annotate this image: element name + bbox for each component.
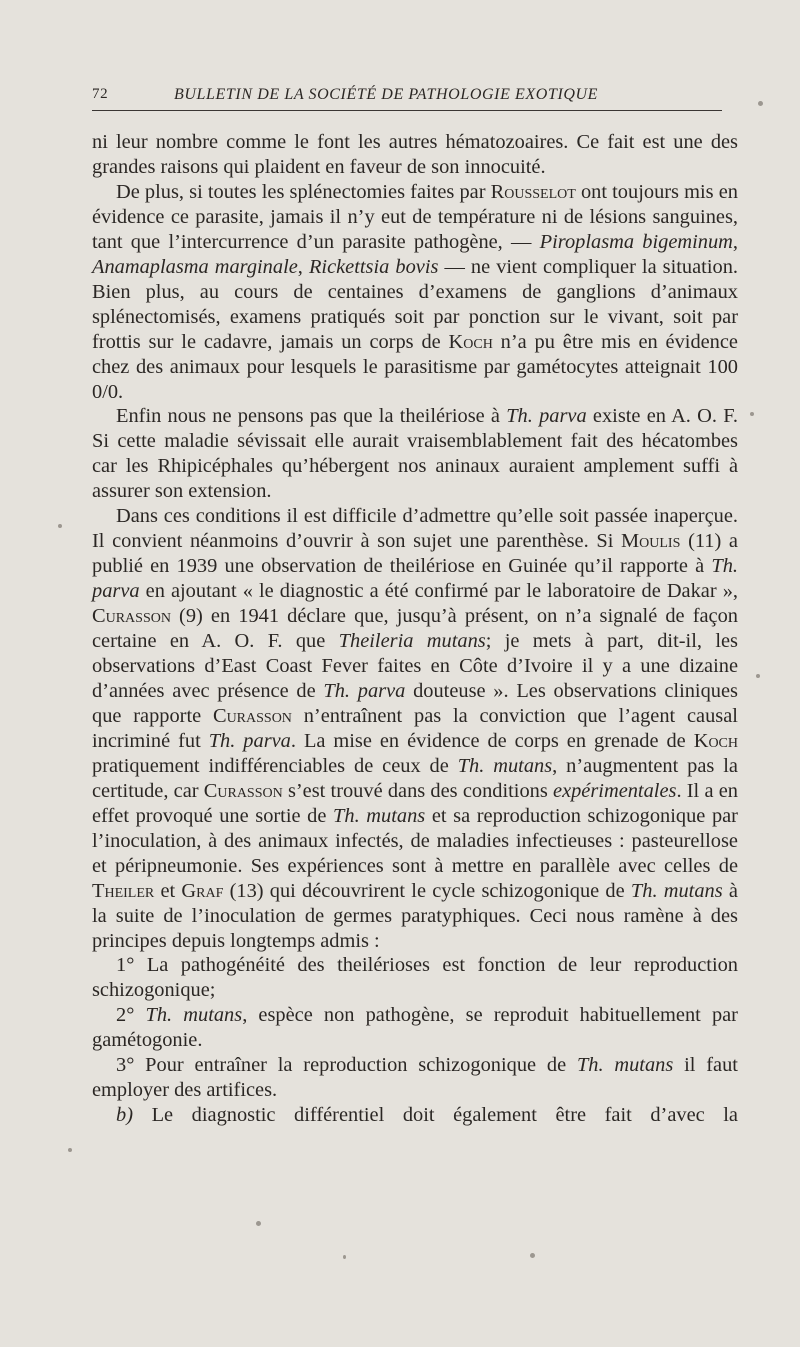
- text: — ne vient compliquer la situation. Bien plus, au cours de centaines d’examens de ganglions d’animaux splénectomisés, examens pratiqués soit par ponction sur le vivant, soit par frottis sur le cadavre, jamais un corps de: [92, 255, 738, 353]
- species-name: Anamaplasma marginale: [92, 255, 298, 278]
- text: et: [160, 879, 176, 902]
- species-name: Th. mutans: [145, 1004, 243, 1027]
- page-number: 72: [92, 86, 109, 102]
- text: douteuse ». Les observations cliniques que rapporte: [92, 679, 738, 727]
- text: De plus, si toutes les splénectomies faites par: [116, 180, 486, 203]
- list-item-3: [92, 1053, 738, 1103]
- species-name: Th. mutans: [333, 804, 426, 827]
- text: s’est trouvé dans des conditions: [287, 779, 548, 802]
- text: n’a pu être mis en évidence chez des animaux pour lesquels le parasitisme par gamétocytes atteignait 100 0/0.: [92, 330, 738, 403]
- species-name: Th. mutans: [457, 754, 553, 777]
- text: ,: [297, 255, 303, 278]
- text: ,: [732, 230, 738, 253]
- text: à la suite de l’inoculation de germes paratyphiques. Ceci nous ramène à des principes depuis longtemps admis :: [92, 879, 738, 952]
- text: en ajoutant « le diagnostic a été confirmé par le laboratoire de Dakar »,: [145, 580, 738, 603]
- list-item-text: 1° La pathogénéité des theilérioses est fonction de leur reproduction schizogonique;: [92, 954, 738, 1002]
- text: pratiquement indifférenciables de ceux de: [92, 754, 449, 777]
- list-item-1: [92, 953, 738, 1003]
- paragraph-b-text: Le diagnostic différentiel doit également être fait d’avec la: [151, 1104, 738, 1127]
- running-header: [92, 84, 722, 111]
- paper-speck: [756, 674, 760, 678]
- text: existe en A. O. F. Si cette maladie sévissait elle aurait vraisemblablement fait des hécatombes car les Rhipicéphales qu’hébergent nos aninaux auraient amplement suffi à assurer son extension.: [92, 405, 738, 503]
- author-koch: Koch: [448, 330, 493, 353]
- paper-speck: [530, 1253, 535, 1258]
- text: (11) a publié en 1939 une observation de theilériose en Guinée qu’il rapporte à: [92, 530, 738, 578]
- text: ; je mets à part, dit-il, les observations d’East Coast Fever faites en Côte d’Ivoire il y a une dizaine d’années avec présence de: [92, 630, 738, 702]
- species-name: Theileria mutans: [338, 630, 486, 653]
- species-name: Th. parva: [92, 555, 738, 603]
- paper-speck: [58, 524, 62, 528]
- text: ont toujours mis en évidence ce parasite, jamais il n’y eut de température ni de lésions sanguines, tant que l’intercurrence d’un parasite pathogène, —: [92, 180, 738, 253]
- list-item-text: , espèce non pathogène, se reproduit habituellement par gamétogonie.: [92, 1004, 738, 1052]
- text: , n’augmentent pas la certitude, car: [92, 754, 738, 802]
- paragraph-1: [92, 130, 738, 180]
- paper-speck: [68, 1148, 72, 1152]
- species-name: Rickettsia bovis: [308, 255, 439, 278]
- paragraph-b: [92, 1103, 738, 1128]
- author-curasson: Curasson: [92, 605, 171, 628]
- text: n’entraînent pas la conviction que l’agent causal incriminé fut: [92, 704, 738, 752]
- author-curasson: Curasson: [212, 704, 292, 727]
- species-name: Th. parva: [208, 729, 291, 752]
- author-rousselot: Rousselot: [490, 180, 576, 203]
- paragraph-2: [92, 180, 738, 405]
- text: Enfin nous ne pensons pas que la theilériose à: [116, 405, 500, 428]
- paper-speck: [343, 1255, 346, 1259]
- section-letter: b): [116, 1104, 133, 1127]
- text: et sa reproduction schizogonique par l’inoculation, à des animaux infectés, de maladies infectieuses : pasteurellose et péripneumonie. Ses expériences sont à mettre en parallèle avec celles de: [92, 804, 738, 877]
- species-name: Piroplasma bigeminum: [539, 230, 733, 253]
- paragraph-1-text: ni leur nombre comme le font les autres hématozoaires. Ce fait est une des grandes raisons qui plaident en faveur de son innocuité.: [92, 131, 738, 178]
- running-title: BULLETIN DE LA SOCIÉTÉ DE PATHOLOGIE EXOTIQUE: [174, 86, 599, 103]
- author-curasson: Curasson: [203, 779, 283, 802]
- text: . La mise en évidence de corps en grenade de: [290, 729, 686, 752]
- species-name: Th. parva: [323, 679, 406, 702]
- list-item-text: 3° Pour entraîner la reproduction schizogonique de: [116, 1054, 567, 1077]
- species-name: Th. mutans: [630, 879, 723, 902]
- species-name: Th. mutans: [576, 1054, 674, 1077]
- emphasis: expérimentales: [553, 779, 677, 802]
- author-moulis: Moulis: [621, 530, 681, 553]
- species-name: Th. parva: [506, 405, 587, 428]
- paper-speck: [750, 412, 754, 416]
- paper-speck: [256, 1221, 261, 1226]
- list-item-text: il faut employer des artifices.: [92, 1054, 738, 1102]
- article-body: [92, 130, 738, 1128]
- author-koch: Koch: [693, 729, 739, 752]
- list-item-2: [92, 1003, 738, 1053]
- paragraph-4: [92, 504, 738, 953]
- text: Dans ces conditions il est difficile d’admettre qu’elle soit passée inaperçue. Il convient néanmoins d’ouvrir à son sujet une parenthèse. Si: [92, 505, 738, 553]
- list-item-number: 2°: [116, 1004, 135, 1027]
- paper-speck: [758, 101, 763, 106]
- text: (9) en 1941 déclare que, jusqu’à présent, on n’a signalé de façon certaine en A. O. F. que: [92, 605, 738, 653]
- author-graf: Graf: [181, 879, 224, 902]
- text: . Il a en effet provoqué une sortie de: [92, 779, 738, 827]
- author-theiler: Theiler: [92, 879, 155, 902]
- paragraph-3: [92, 404, 738, 504]
- text: (13) qui découvrirent le cycle schizogonique de: [229, 879, 625, 902]
